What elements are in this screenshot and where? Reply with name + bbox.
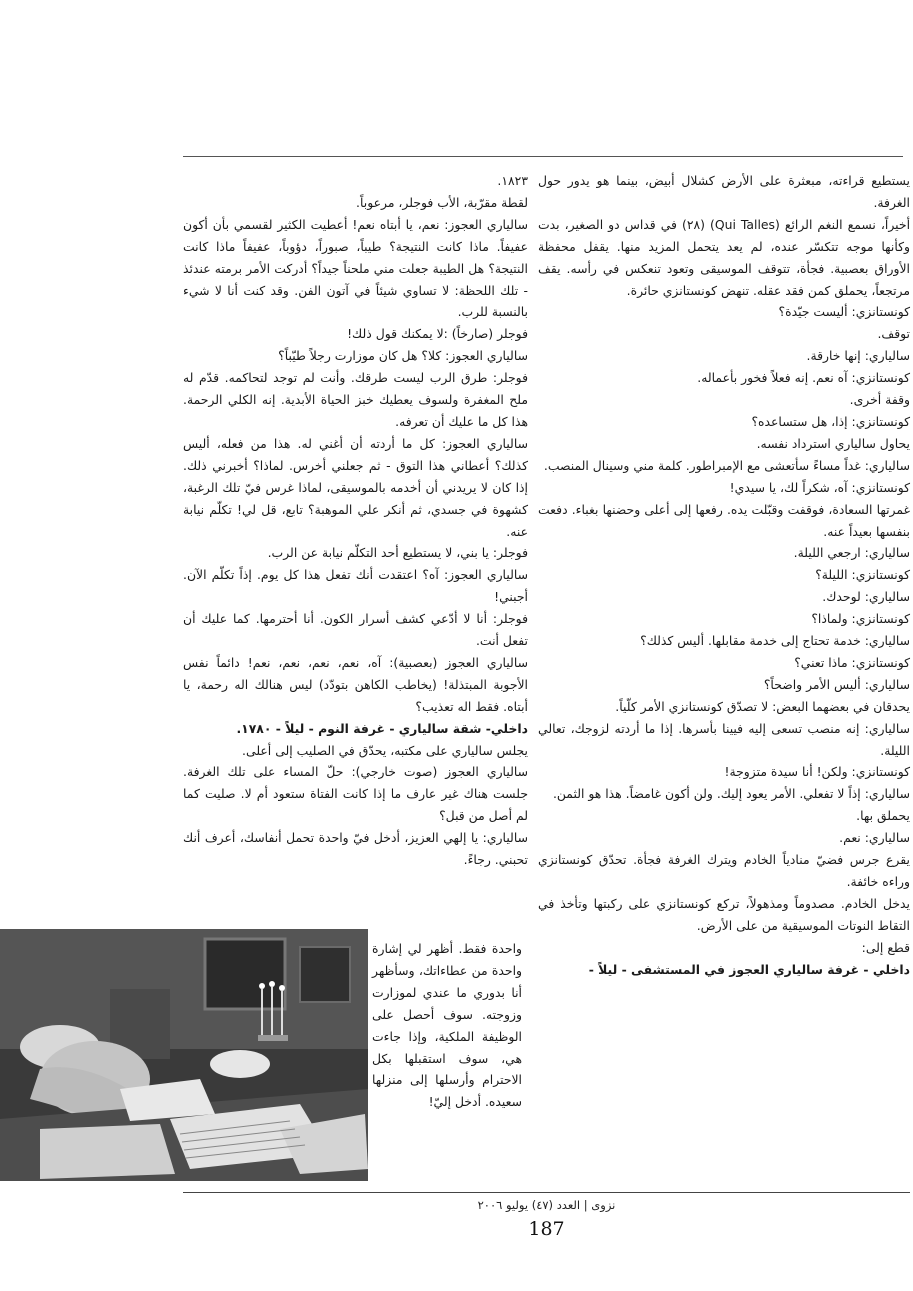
paragraph: غمرتها السعادة، فوقفت وقبّلت يده. رفعها إلى أعلى وحضنها بغباء. دفعت بنفسها بعيداً عنه.	[538, 501, 910, 539]
paragraph: يحدقان في بعضهما البعض: لا تصدّق كونستانزي الأمر كلّياً.	[615, 698, 910, 714]
film-still-photo	[0, 929, 368, 1181]
paragraph: سالياري: إذاً لا تفعلي. الأمر يعود إليك. ولن أكون غامضاً. هذا هو الثمن.	[552, 786, 910, 802]
paragraph: سالياري: إنه منصب تسعى إليه فيينا بأسرها. إذا ما أردته لزوجك، تعالي الليلة.	[538, 720, 910, 758]
paragraph: كونستانزي: ماذا تعني؟	[794, 654, 910, 670]
scene-heading: داخلي- شقة سالياري - غرفة النوم - ليلاً - ١٧٨٠.	[236, 720, 528, 736]
salieri-writing-illustration	[0, 929, 368, 1181]
paragraph: أخيراً، نسمع النغم الرائع (Qui Talles) (٢٨) في قداس دو الصغير، بدت وكأنها موجه تتكسّر عنده، لم يعد يتحمل المزيد منها. يقفل محفظة الأوراق بعصبية. فجأة، تتوقف الموسيقى وتعود تنعكس في رأسه. يقف مرتجعاً، يحملق كمن فقد عقله. تنهض كونستانزي حائرة.	[538, 216, 911, 298]
scene-heading: داخلي - غرفة سالياري العجوز في المستشفى - ليلاً -	[588, 961, 910, 977]
right-column	[538, 170, 910, 981]
paragraph: قطع إلى:	[861, 939, 910, 955]
paragraph: توقف.	[877, 326, 910, 342]
paragraph: سالياري العجوز: نعم، يا أبتاه نعم! أعطيت الكثير لقسمي بأن أكون عفيفاً. ماذا كانت النتيجة؟ طيباً، صبوراً، دؤوباً، عفيفاً ماذا كانت النتيجة؟ هل الطيبة جعلت مني ملحناً جيداً؟ أدركت الأمر برمته عندئذ - تلك اللحظة: لا تساوي شيئاً في آتون الفن. وقد كنت أنا لا شيء بالنسبة للرب.	[183, 216, 528, 320]
paragraph: كونستانزي: الليلة؟	[815, 567, 910, 583]
paragraph: كونستانزي: آه نعم. إنه فعلاً فخور بأعماله.	[697, 370, 910, 386]
paragraph: سالياري: غداً مساءً سأتعشى مع الإمبراطور. كلمة مني وسينال المنصب.	[543, 457, 910, 473]
paragraph: سالياري العجوز: كل ما أردته أن أغني له. هذا من فعله، أليس كذلك؟ أعطاني هذا التوق - ثم جعلني أخرس. لماذا؟ أخبرني ذلك. إذا كان لا يريدني أن أخدمه بالموسيقى، لماذا غرس فيّ تلك الرغبة، كشهوة في جسدي، ثم أنكر علي الموهبة؟ تابع، قل لي! تكلّم نيابة عنه.	[183, 435, 528, 539]
paragraph: سالياري: إنها خارقة.	[806, 348, 910, 364]
paragraph: سالياري: ارجعي الليلة.	[793, 545, 910, 561]
paragraph: سالياري: خدمة تحتاج إلى خدمة مقابلها. أليس كذلك؟	[640, 633, 910, 649]
paragraph: كونستانزي: آه، شكراً لك، يا سيدي!	[729, 479, 910, 495]
paragraph: ١٨٢٣.	[497, 173, 528, 188]
footer-rule	[183, 1192, 910, 1193]
paragraph: يحاول سالياري استرداد نفسه.	[756, 435, 910, 451]
paragraph: لقطة مقرّبة، الأب فوجلر، مرعوباً.	[356, 194, 528, 210]
paragraph: واحدة فقط. أظهر لي إشارة واحدة من عطاءاتك، وسأظهر أنا بدوري ما عندي لموزارت وزوجته. سوف أحصل على الوظيفة الملكية، وإذا جاءت هي، سوف استقبلها بكل الاحترام وأرسلها إلى منزلها سعيده. أدخل إليّ!	[372, 941, 522, 1110]
paragraph: كونستانزي: أليست جيّدة؟	[778, 304, 910, 320]
paragraph: كونستانزي: ولكن! أنا سيدة متزوجة!	[724, 764, 910, 780]
paragraph: سالياري: نعم.	[839, 830, 910, 846]
paragraph: فوجلر (صارخاً) :لا يمكنك قول ذلك!	[347, 326, 528, 342]
paragraph: فوجلر: يا بني، لا يستطيع أحد التكلّم نيابة عن الرب.	[267, 545, 528, 561]
paragraph: سالياري: لوحدك.	[822, 589, 910, 605]
paragraph: يدخل الخادم. مصدوماً ومذهولاً، تركع كونستانزي على ركبتها وتأخذ في التقاط النوتات الموسيقية من على الأرض.	[538, 895, 910, 933]
paragraph: كونستانزي: ولماذا؟	[811, 611, 910, 627]
paragraph: يستطيع قراءته، مبعثرة على الأرض كشلال أبيض، بينما هو يدور حول الغرفة.	[538, 173, 910, 210]
page-number: 187	[528, 1218, 565, 1240]
paragraph: سالياري العجوز (بعصبية): آه، نعم، نعم، نعم، نعم! دائماً نفس الأجوبة المبتذلة! (يخاطب الكاهن بتودّد) ليس هنالك اله رحمة، يا أبتاه. فقط اله تعذيب؟	[183, 654, 528, 714]
paragraph: سالياري العجوز: كلا؟ هل كان موزارت رجلاً طيّباً؟	[278, 348, 528, 364]
paragraph: يقرع جرس فضيّ منادياً الخادم ويترك الغرفة فجأة. تحدّق كونستانزي وراءه خائفة.	[538, 852, 910, 889]
paragraph: فوجلر: أنا لا أدّعي كشف أسرار الكون. أنا أحترمها. كما عليك أن تفعل أنت.	[183, 611, 528, 649]
top-rule	[183, 156, 903, 157]
paragraph: سالياري العجوز (صوت خارجي): حلّ المساء على تلك الغرفة. جلست هناك غير عارف ما إذا كانت الفتاة ستعود أم لا. صليت كما لم أصل من قبل؟	[183, 764, 528, 824]
left-column	[183, 170, 528, 871]
paragraph: كونستانزي: إذا، هل ستساعده؟	[751, 413, 910, 429]
paragraph: سالياري العجوز: آه؟ اعتقدت أنك تفعل هذا كل يوم. إذاً تكلّم الآن. أجبني!	[183, 567, 528, 605]
paragraph: وقفة أخرى.	[849, 392, 910, 408]
paragraph: سالياري: أليس الأمر واضحاً؟	[763, 676, 910, 692]
narrow-column	[372, 938, 522, 1113]
paragraph: فوجلر: طرق الرب ليست طرقك. وأنت لم توجد لتحاكمه. قدّم له ملح المغفرة ولسوف يعطيك خبز الحياة الأبدية. إنه الكلي الرحمة. هذا كل ما عليك أن تعرفه.	[183, 370, 528, 429]
footer-journal-line: نزوى | العدد (٤٧) يوليو ٢٠٠٦	[477, 1198, 616, 1212]
paragraph: يحملق بها.	[856, 808, 910, 824]
paragraph: يجلس سالياري على مكتبه، يحدّق في الصليب إلى أعلى.	[242, 742, 528, 758]
paragraph: سالياري: يا إلهي العزيز، أدخل فيّ واحدة تحمل أنفاسك، أعرف أنك تحبني. رجاءً.	[183, 830, 528, 868]
